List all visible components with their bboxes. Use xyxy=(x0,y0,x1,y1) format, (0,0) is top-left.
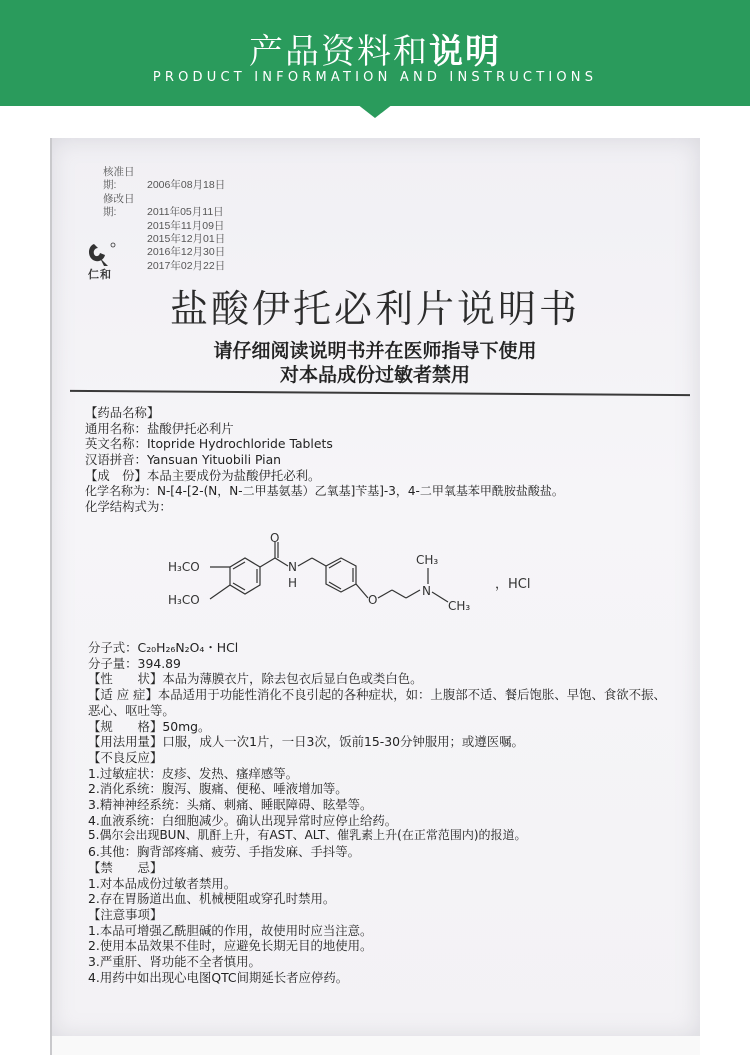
molecular-weight: 分子量：394.89 xyxy=(88,655,181,671)
banner-title-bold: 说明 xyxy=(429,32,501,72)
adverse-item: 6.其他：胸背部疼痛、疲劳、手指发麻、手抖等。 xyxy=(88,844,361,860)
adverse-item: 1.过敏症状：皮疹、发热、瘙痒感等。 xyxy=(88,765,299,781)
pinyin-name: 汉语拼音：Yansuan Yituobili Pian xyxy=(85,452,282,468)
warning-line-2: 对本品成份过敏者禁用 xyxy=(279,364,470,386)
revision-date: 2015年11月09日 xyxy=(147,219,225,232)
contraindication-item: 1.对本品成份过敏者禁用。 xyxy=(88,875,237,891)
appearance: 【性 状】本品为薄膜衣片，除去包衣后显白色或类白色。 xyxy=(88,671,423,687)
approval-date-label: 核准日期: xyxy=(103,166,135,192)
methoxy-group-top: H₃CO xyxy=(168,560,200,574)
benzene-ring-2 xyxy=(326,558,356,592)
revision-date: 2011年05月11日 xyxy=(147,206,224,219)
banner-subtitle: PRODUCT INFORMATION AND INSTRUCTIONS xyxy=(152,70,598,85)
adverse-item: 5.偶尔会出现BUN、肌酐上升，有AST、ALT、催乳素上升(在正常范围内)的报道。 xyxy=(88,828,527,843)
ether-oxygen: O xyxy=(368,593,378,607)
leaflet-body-bottom xyxy=(88,640,678,985)
banner-notch xyxy=(357,104,393,118)
ingredients: 【成 份】本品主要成份为盐酸伊托必利。 xyxy=(85,467,321,483)
precaution-item: 4.用药中如出现心电图QTC间期延长者应停药。 xyxy=(88,969,349,985)
methyl-top: CH₃ xyxy=(416,553,439,567)
chemical-name: 化学名称为：N-[4-[2-(N，N-二甲基氨基）乙氧基]苄基]-3，4-二甲氧基苯甲酰胺盐酸盐。 xyxy=(85,483,564,498)
revision-date-label: 修改日期: xyxy=(103,192,135,219)
indications: 【适 应 症】本品适用于功能性消化不良引起的各种症状，如：上腹部不适、餐后饱胀、早饱、食欲不振、恶心、呕吐等。 xyxy=(88,687,666,718)
amide-hydrogen: H xyxy=(288,576,298,590)
adverse-reactions-header: 【不良反应】 xyxy=(88,749,163,765)
methyl-right: CH₃ xyxy=(448,599,471,613)
hcl-salt: ，HCl xyxy=(495,577,531,592)
revision-date: 2017年02月22日 xyxy=(147,259,226,272)
english-name: 英文名称：Itopride Hydrochloride Tablets xyxy=(85,436,333,452)
leaflet-body-top xyxy=(85,405,685,515)
benzene-ring-1 xyxy=(230,558,260,594)
precautions-header: 【注意事项】 xyxy=(88,906,163,922)
section-drug-name-header: 【药品名称】 xyxy=(85,405,160,420)
contraindication-item: 2.存在胃肠道出血、机械梗阻或穿孔时禁用。 xyxy=(88,891,336,907)
chemical-structure xyxy=(160,532,560,632)
generic-name: 通用名称：盐酸伊托必利片 xyxy=(85,420,234,436)
banner-title xyxy=(0,24,750,73)
banner-title-regular: 产品资料和 xyxy=(249,32,429,72)
specification: 【规 格】50mg。 xyxy=(88,718,211,734)
leaflet-title: 盐酸伊托必利片说明书 xyxy=(169,287,580,331)
molecular-formula: 分子式：C₂₀H₂₆N₂O₄・HCl xyxy=(88,640,239,655)
precaution-item: 2.使用本品效果不佳时，应避免长期无目的地使用。 xyxy=(88,938,373,954)
revision-date: 2015年12月01日 xyxy=(147,233,226,246)
leaflet-fold-line xyxy=(50,138,52,1055)
revision-date: 2016年12月30日 xyxy=(147,246,226,259)
amine-nitrogen: N xyxy=(422,584,431,598)
amide-nitrogen: N xyxy=(288,560,297,574)
adverse-item: 3.精神神经系统：头痛、刺痛、睡眠障碍、眩晕等。 xyxy=(88,797,373,813)
precaution-item: 3.严重肝、肾功能不全者慎用。 xyxy=(88,954,261,970)
leaflet-bottom-edge xyxy=(50,1036,700,1055)
adverse-item: 4.血液系统：白细胞减少。确认出现异常时应停止给药。 xyxy=(88,812,398,828)
contraindications-header: 【禁 忌】 xyxy=(88,859,163,875)
adverse-item: 2.消化系统：腹泻、腹痛、便秘、唾液增加等。 xyxy=(88,781,348,797)
structure-label: 化学结构式为： xyxy=(85,499,172,515)
warning-line-1: 请仔细阅读说明书并在医师指导下使用 xyxy=(213,340,537,362)
dosage: 【用法用量】口服，成人一次1片，一日3次，饭前15-30分钟服用；或遵医嘱。 xyxy=(88,734,524,750)
precaution-item: 1.本品可增强乙酰胆碱的作用，故使用时应当注意。 xyxy=(88,922,373,938)
carbonyl-oxygen: O xyxy=(270,532,280,545)
logo-text: 仁和 xyxy=(88,268,112,281)
approval-date: 2006年08月18日 xyxy=(147,179,226,192)
methoxy-group-bottom: H₃CO xyxy=(168,593,200,607)
